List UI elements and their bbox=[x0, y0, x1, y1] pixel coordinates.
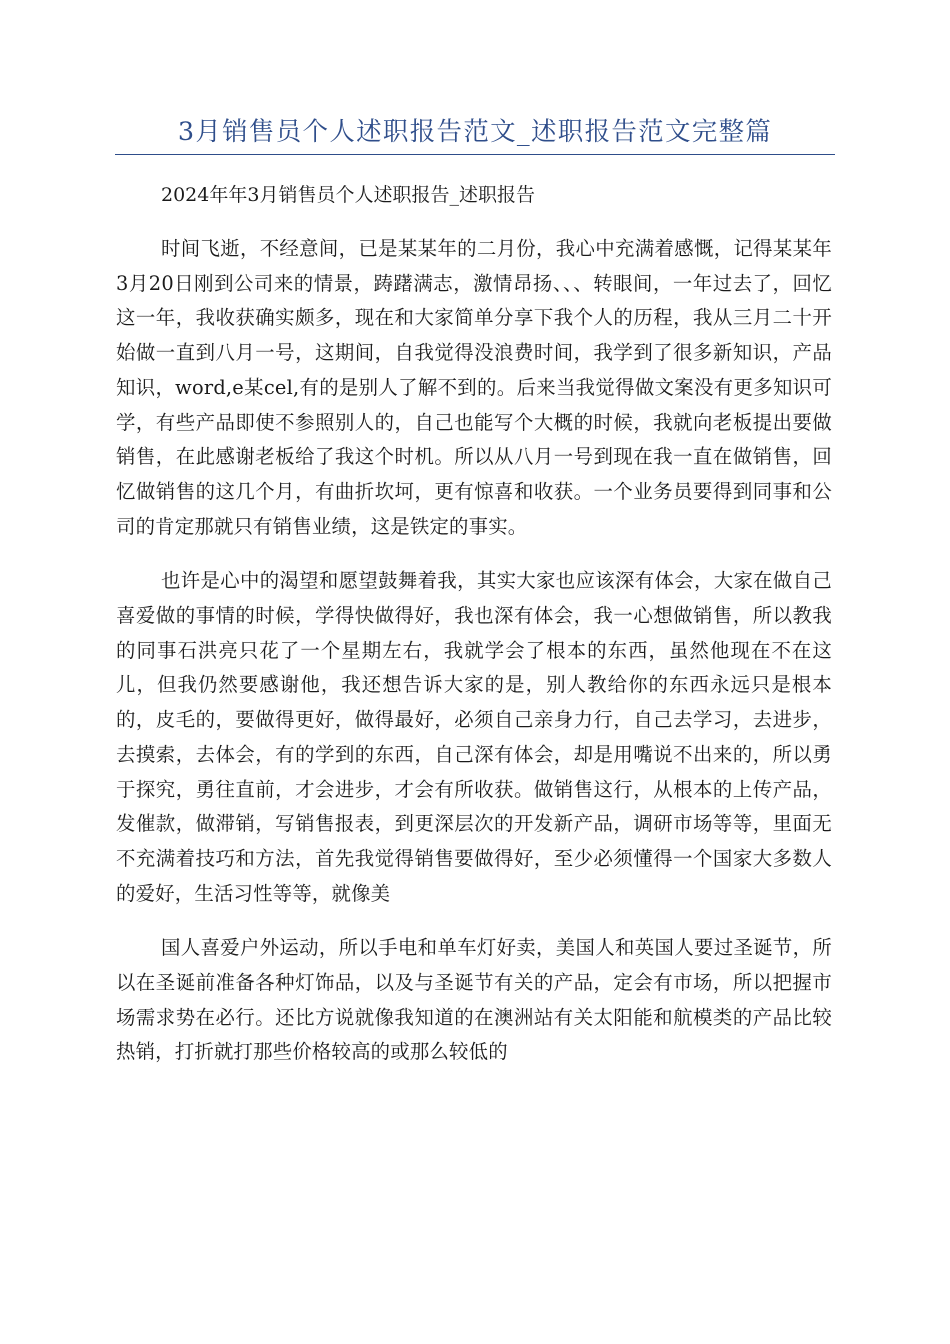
paragraph: 时间飞逝，不经意间，已是某某年的二月份，我心中充满着感慨，记得某某年3月20日刚到公司来的情景，踌躇满志，激情昂扬、、、转眼间，一年过去了，回忆这一年，我收获确实颇多，现在和大家简单分享下我个人的历程，我从三月二十开始做一直到八月一号，这期间，自我觉得没浪费时间，我学到了很多新知识，产品知识，word,e某cel,有的是别人了解不到的。后来当我觉得做文案没有更多知识可学，有些产品即使不参照别人的，自己也能写个大概的时候，我就向老板提出要做销售，在此感谢老板给了我这个时机。所以从八月一号到现在我一直在做销售，回忆做销售的这几个月，有曲折坎坷，更有惊喜和收获。一个业务员要得到同事和公司的肯定那就只有销售业绩，这是铁定的事实。 bbox=[116, 237, 832, 538]
paragraph: 国人喜爱户外运动，所以手电和单车灯好卖，美国人和英国人要过圣诞节，所以在圣诞前准备各种灯饰品，以及与圣诞节有关的产品，定会有市场，所以把握市场需求势在必行。还比方说就像我知道的在澳洲站有关太阳能和航模类的产品比较热销，打折就打那些价格较高的或那么较低的 bbox=[116, 936, 832, 1064]
document-subtitle: 2024年年3月销售员个人述职报告_述职报告 bbox=[161, 184, 535, 206]
paragraph: 也许是心中的渴望和愿望鼓舞着我，其实大家也应该深有体会，大家在做自己喜爱做的事情的时候，学得快做得好，我也深有体会，我一心想做销售，所以教我的同事石洪亮只花了一个星期左右，我就学会了根本的东西，虽然他现在不在这儿，但我仍然要感谢他，我还想告诉大家的是，别人教给你的东西永远只是根本的，皮毛的，要做得更好，做得最好，必须自己亲身力行，自己去学习，去进步，去摸索，去体会，有的学到的东西，自己深有体会，却是用嘴说不出来的，所以勇于探究，勇往直前，才会进步，才会有所收获。做销售这行，从根本的上传产品，发催款，做滞销，写销售报表，到更深层次的开发新产品，调研市场等等，里面无不充满着技巧和方法，首先我觉得销售要做得好，至少必须懂得一个国家大多数人的爱好，生活习性等等，就像美 bbox=[116, 569, 832, 905]
document-title: 3月销售员个人述职报告范文_述职报告范文完整篇 bbox=[177, 117, 773, 147]
title-block bbox=[115, 112, 835, 155]
document-body bbox=[116, 178, 832, 1090]
